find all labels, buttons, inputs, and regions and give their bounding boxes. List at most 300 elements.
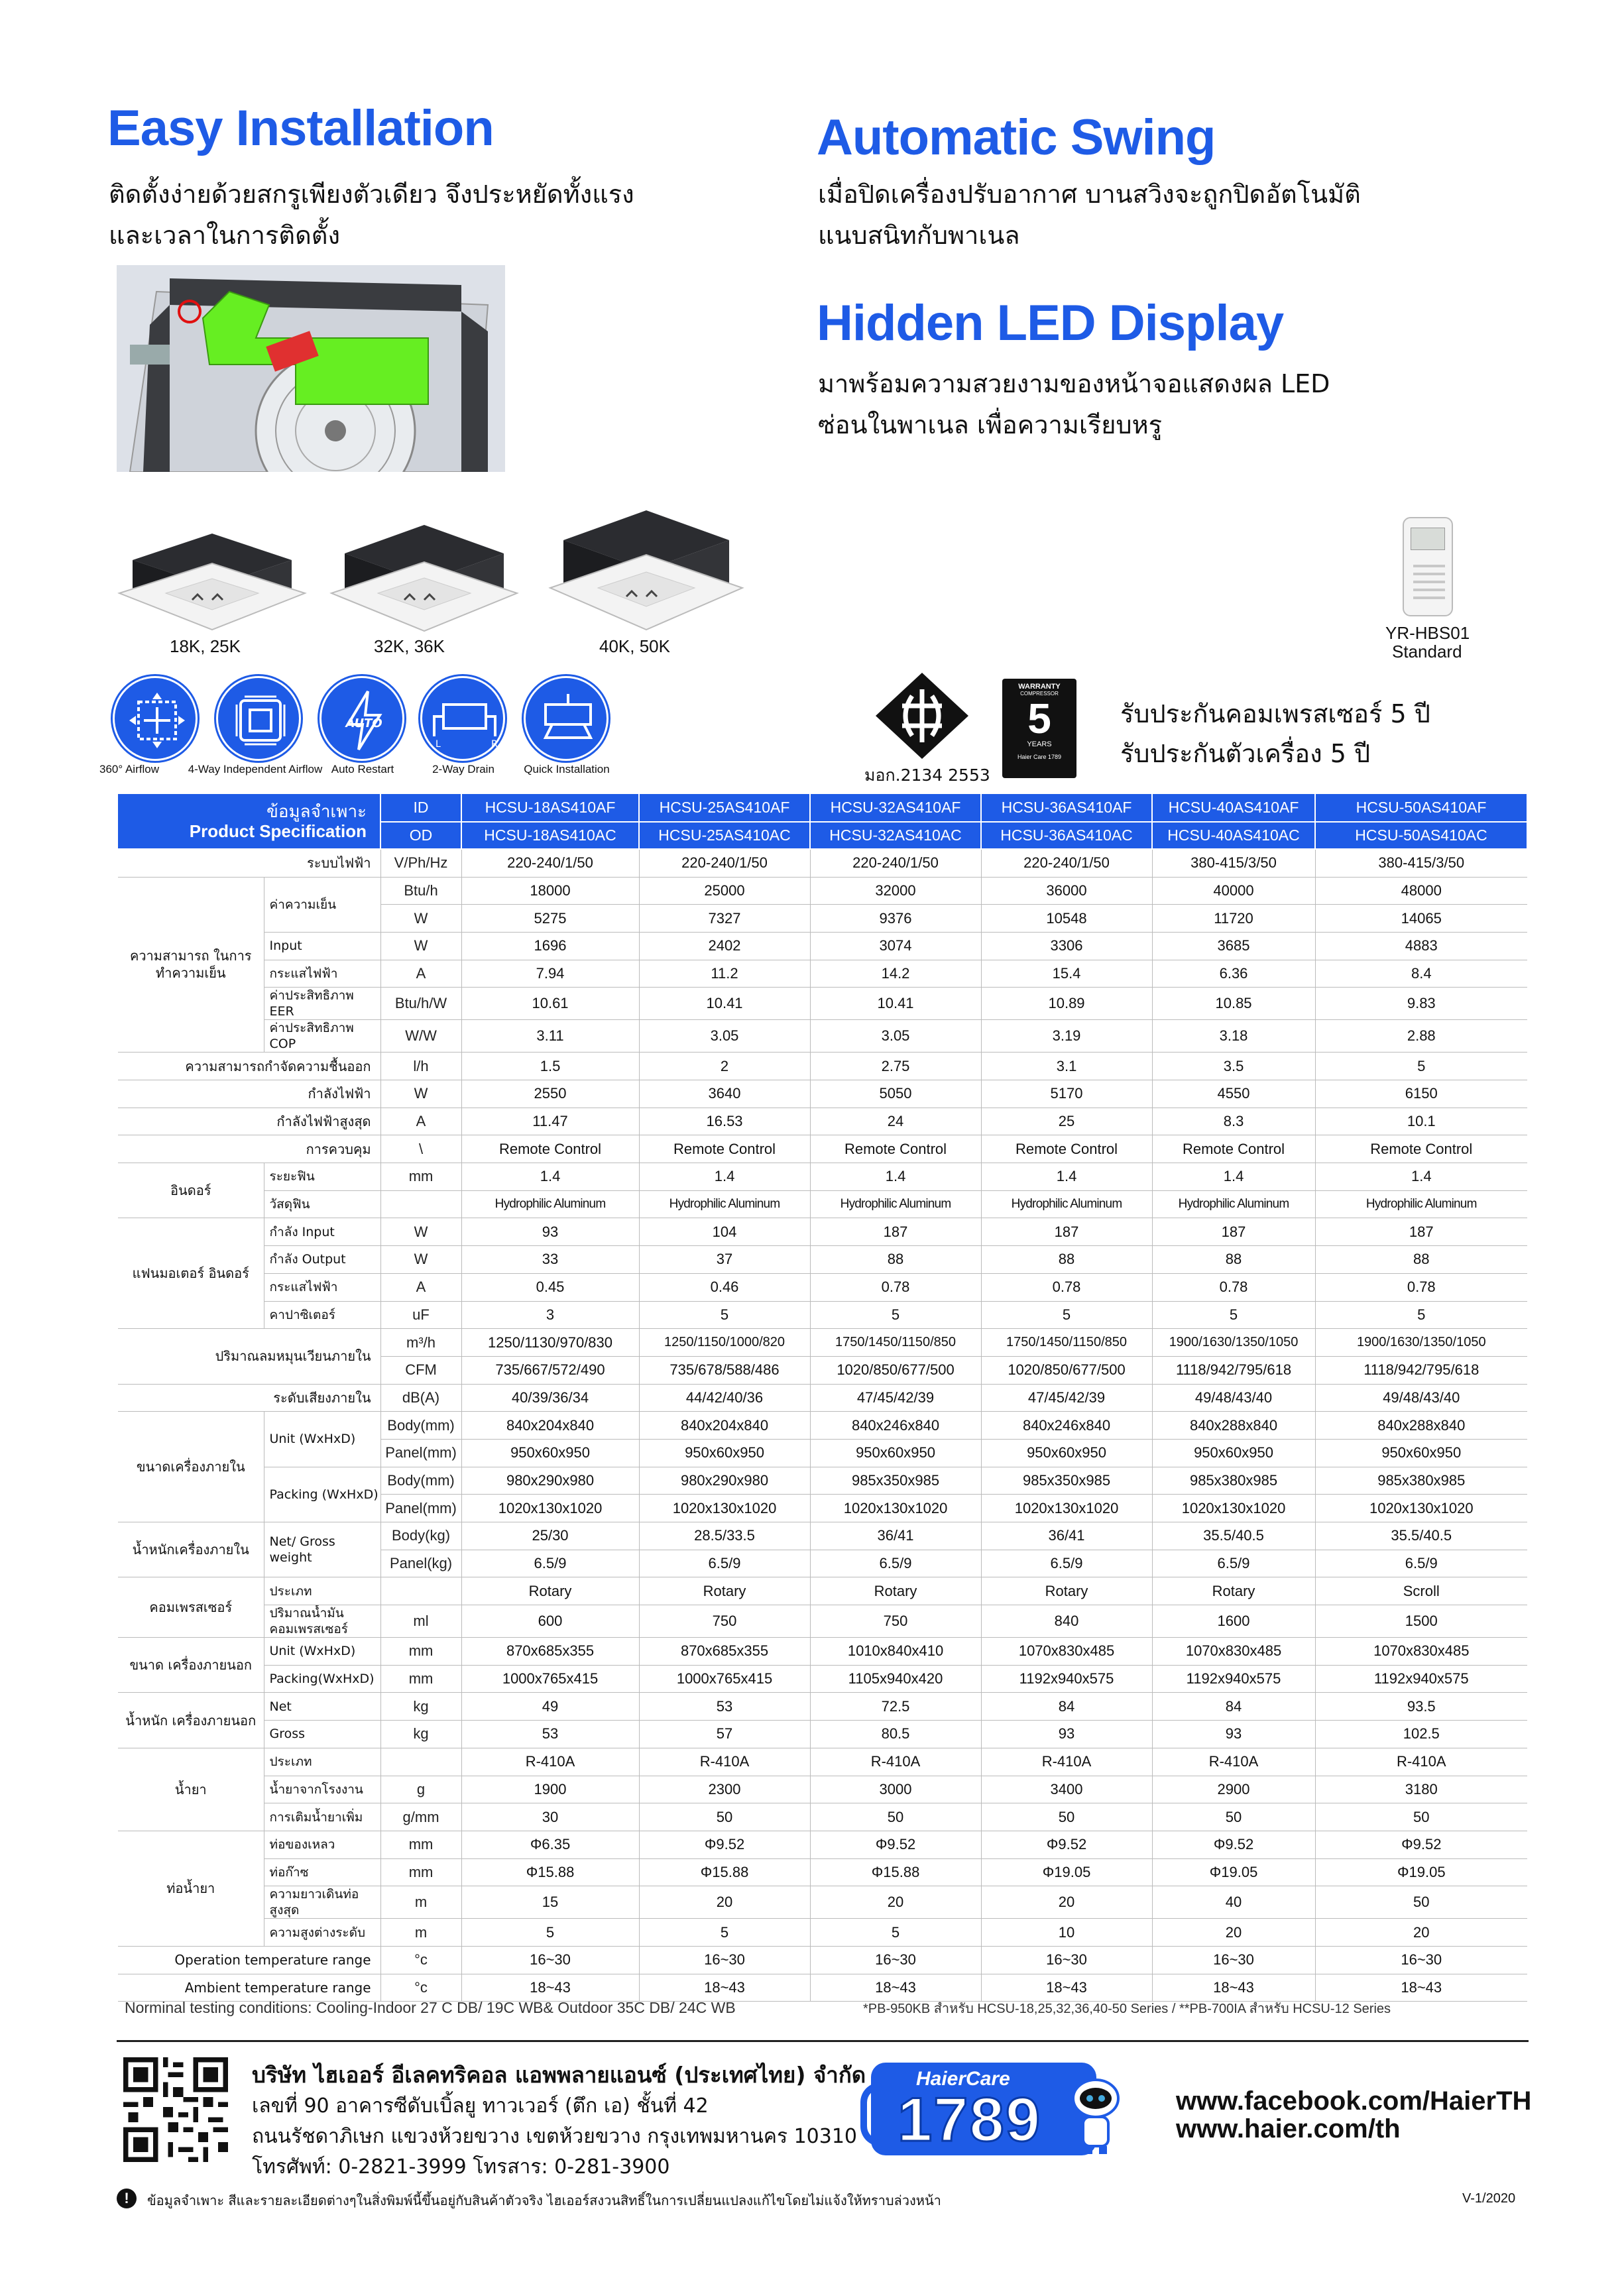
spec-row: [118, 1776, 1527, 1803]
drain-icon: [420, 676, 505, 761]
spec-value: 44/42/40/36: [639, 1384, 810, 1412]
auto-restart-icon: [319, 676, 404, 761]
spec-unit: Body(mm): [380, 1412, 461, 1440]
spec-value: 1500: [1315, 1605, 1527, 1638]
spec-value: Remote Control: [1152, 1135, 1315, 1163]
spec-unit: A: [380, 1273, 461, 1301]
spec-value: 4550: [1152, 1080, 1315, 1108]
spec-value: 1010x840x410: [810, 1638, 981, 1666]
spec-sub-label: ระยะฟิน: [264, 1163, 380, 1191]
spec-unit: Body(mm): [380, 1467, 461, 1495]
spec-value: 18~43: [1152, 1974, 1315, 2002]
spec-value: 24: [810, 1108, 981, 1135]
spec-value: 93: [461, 1218, 639, 1246]
spec-value: 40: [1152, 1886, 1315, 1919]
unit-caption-18k-25k: 18K, 25K: [170, 636, 241, 656]
spec-value: 72.5: [810, 1693, 981, 1721]
spec-value: 93: [1152, 1721, 1315, 1748]
spec-value: 18~43: [810, 1974, 981, 2002]
spec-row: [118, 1053, 1527, 1080]
spec-value: 3306: [981, 932, 1152, 960]
spec-unit: W: [380, 1246, 461, 1274]
spec-row: [118, 1218, 1527, 1246]
spec-row: [118, 1522, 1527, 1550]
facebook-link[interactable]: www.facebook.com/HaierTH: [1176, 2086, 1532, 2116]
spec-value: 20: [639, 1886, 810, 1919]
spec-value: 1250/1130/970/830: [461, 1329, 639, 1357]
spec-value: 3685: [1152, 932, 1315, 960]
spec-value: Φ6.35: [461, 1831, 639, 1858]
spec-value: 1020x130x1020: [981, 1495, 1152, 1522]
spec-row: [118, 877, 1527, 905]
spec-group-label: ระบบไฟฟ้า: [118, 849, 380, 877]
spec-sub-label: คาปาซิเตอร์: [264, 1301, 380, 1329]
spec-value: 2550: [461, 1080, 639, 1108]
spec-value: 950x60x950: [1315, 1439, 1527, 1467]
spec-value: 220-240/1/50: [639, 849, 810, 877]
spec-unit: m³/h: [380, 1329, 461, 1357]
spec-unit: °c: [380, 1946, 461, 1974]
spec-unit: ml: [380, 1605, 461, 1638]
svg-text:AUTO: AUTO: [345, 716, 382, 730]
spec-unit: CFM: [380, 1356, 461, 1384]
outdoor-model: HCSU-40AS410AC: [1152, 822, 1315, 850]
spec-value: 1070x830x485: [981, 1638, 1152, 1666]
outdoor-model: HCSU-36AS410AC: [981, 822, 1152, 850]
spec-unit: [380, 1577, 461, 1605]
spec-value: 14.2: [810, 960, 981, 988]
spec-value: 18000: [461, 877, 639, 905]
spec-value: Φ15.88: [639, 1858, 810, 1886]
svg-text:L: L: [435, 739, 441, 750]
haiercare-hotline-logo[interactable]: [871, 2063, 1123, 2162]
spec-value: 2.88: [1315, 1020, 1527, 1053]
spec-unit: W: [380, 932, 461, 960]
spec-value: 1900/1630/1350/1050: [1152, 1329, 1315, 1357]
od-label: OD: [380, 822, 461, 850]
spec-unit: V/Ph/Hz: [380, 849, 461, 877]
spec-row: [118, 1693, 1527, 1721]
spec-value: 16.53: [639, 1108, 810, 1135]
feature-label-independent-airflow: 4-Way Independent Airflow: [188, 763, 323, 775]
indoor-model: HCSU-36AS410AF: [981, 794, 1152, 822]
spec-unit: Panel(mm): [380, 1495, 461, 1522]
spec-value: 0.46: [639, 1273, 810, 1301]
spec-value: 0.78: [1315, 1273, 1527, 1301]
spec-value: 3400: [981, 1776, 1152, 1803]
unit-image-18k-25k: [113, 514, 312, 640]
spec-sub-label: Input: [264, 932, 380, 960]
spec-value: 2900: [1152, 1776, 1315, 1803]
spec-value: 16~30: [639, 1946, 810, 1974]
spec-sub-label: กำลัง Input: [264, 1218, 380, 1246]
spec-value: Scroll: [1315, 1577, 1527, 1605]
spec-value: 1.4: [1152, 1163, 1315, 1191]
spec-value: Hydrophilic Aluminum: [981, 1190, 1152, 1218]
spec-group-label: ปริมาณลมหมุนเวียนภายใน: [118, 1329, 380, 1384]
spec-value: Φ19.05: [1315, 1858, 1527, 1886]
spec-sub-label: ปริมาณน้ำมันคอมเพรสเซอร์: [264, 1605, 380, 1638]
spec-sub-label: กำลัง Output: [264, 1246, 380, 1274]
spec-sub-label: Net: [264, 1693, 380, 1721]
spec-row: [118, 1135, 1527, 1163]
spec-value: Rotary: [810, 1577, 981, 1605]
spec-value: 5: [639, 1919, 810, 1947]
spec-value: 5: [981, 1301, 1152, 1329]
spec-sub-label: น้ำยาจากโรงงาน: [264, 1776, 380, 1803]
spec-row: [118, 1467, 1527, 1495]
spec-value: 1020x130x1020: [1152, 1495, 1315, 1522]
spec-value: Hydrophilic Aluminum: [810, 1190, 981, 1218]
spec-value: 10.85: [1152, 988, 1315, 1020]
spec-value: 2.75: [810, 1053, 981, 1080]
spec-value: 9.83: [1315, 988, 1527, 1020]
spec-value: 28.5/33.5: [639, 1522, 810, 1550]
spec-value: 20: [981, 1886, 1152, 1919]
spec-value: 18~43: [461, 1974, 639, 2002]
remote-panel-note: *PB-950KB สำหรับ HCSU-18,25,32,36,40-50 Series / **PB-700IA สำหรับ HCSU-12 Series: [863, 2002, 1391, 2016]
spec-value: 985x350x985: [810, 1467, 981, 1495]
spec-value: 1.4: [639, 1163, 810, 1191]
spec-unit: dB(A): [380, 1384, 461, 1412]
spec-value: 1.4: [461, 1163, 639, 1191]
spec-value: 88: [1315, 1246, 1527, 1274]
spec-value: 9376: [810, 905, 981, 933]
spec-value: 220-240/1/50: [461, 849, 639, 877]
spec-value: 53: [639, 1693, 810, 1721]
spec-value: 220-240/1/50: [810, 849, 981, 877]
spec-value: 15.4: [981, 960, 1152, 988]
spec-row: [118, 1273, 1527, 1301]
spec-value: 1250/1150/1000/820: [639, 1329, 810, 1357]
spec-value: 5: [1315, 1301, 1527, 1329]
unit-caption-32k-36k: 32K, 36K: [374, 636, 445, 656]
spec-value: Remote Control: [639, 1135, 810, 1163]
spec-value: 7.94: [461, 960, 639, 988]
unit-caption-40k-50k: 40K, 50K: [599, 636, 670, 656]
spec-value: 50: [639, 1803, 810, 1831]
spec-value: 10.89: [981, 988, 1152, 1020]
spec-unit: kg: [380, 1721, 461, 1748]
spec-value: 1696: [461, 932, 639, 960]
spec-value: 1118/942/795/618: [1315, 1356, 1527, 1384]
spec-value: 985x350x985: [981, 1467, 1152, 1495]
spec-value: 1192x940x575: [1315, 1665, 1527, 1693]
unit-image-40k-50k: [544, 500, 749, 640]
spec-value: 50: [1152, 1803, 1315, 1831]
spec-value: 187: [981, 1218, 1152, 1246]
spec-sub-label: ท่อของเหลว: [264, 1831, 380, 1858]
spec-row: [118, 1748, 1527, 1776]
spec-value: 6.5/9: [810, 1550, 981, 1577]
spec-sub-label: Packing(WxHxD): [264, 1665, 380, 1693]
spec-value: 950x60x950: [1152, 1439, 1315, 1467]
spec-value: 37: [639, 1246, 810, 1274]
spec-value: 950x60x950: [981, 1439, 1152, 1467]
spec-row: [118, 1858, 1527, 1886]
spec-value: 84: [1152, 1693, 1315, 1721]
spec-sub-label: ค่าประสิทธิภาพ EER: [264, 988, 380, 1020]
spec-value: 1.4: [981, 1163, 1152, 1191]
spec-row: [118, 1020, 1527, 1053]
spec-row: [118, 1412, 1527, 1440]
spec-value: 50: [1315, 1803, 1527, 1831]
outdoor-model: HCSU-50AS410AC: [1315, 822, 1527, 850]
spec-value: 6.36: [1152, 960, 1315, 988]
spec-value: 5: [810, 1919, 981, 1947]
spec-value: 88: [981, 1246, 1152, 1274]
spec-row: [118, 1605, 1527, 1638]
automatic-swing-title: Automatic Swing: [817, 109, 1216, 166]
feature-label-airflow: 360° Airflow: [99, 763, 159, 775]
spec-group-label: คอมเพรสเซอร์: [118, 1577, 264, 1638]
spec-value: 3640: [639, 1080, 810, 1108]
spec-value: 840x204x840: [639, 1412, 810, 1440]
spec-unit: uF: [380, 1301, 461, 1329]
spec-title-th: ข้อมูลจำเพาะ: [266, 801, 367, 822]
spec-row: [118, 1919, 1527, 1947]
spec-group-label: แฟนมอเตอร์ อินดอร์: [118, 1218, 264, 1329]
installation-illustration: [117, 265, 505, 472]
automatic-swing-desc-2: แนบสนิทกับพาเนล: [818, 221, 1020, 250]
spec-unit: W: [380, 1080, 461, 1108]
spec-value: Remote Control: [810, 1135, 981, 1163]
spec-value: 985x380x985: [1315, 1467, 1527, 1495]
spec-value: 5: [1315, 1053, 1527, 1080]
spec-value: 5170: [981, 1080, 1152, 1108]
spec-value: 3: [461, 1301, 639, 1329]
spec-row: [118, 1301, 1527, 1329]
spec-group-label: ระดับเสียงภายใน: [118, 1384, 380, 1412]
spec-value: 20: [810, 1886, 981, 1919]
spec-unit: g: [380, 1776, 461, 1803]
spec-value: 10: [981, 1919, 1152, 1947]
spec-unit: mm: [380, 1163, 461, 1191]
spec-value: 49/48/43/40: [1152, 1384, 1315, 1412]
spec-unit: Body(kg): [380, 1522, 461, 1550]
spec-sub-label: ความยาวเดินท่อสูงสุด: [264, 1886, 380, 1919]
spec-sub-label: กระแสไฟฟ้า: [264, 960, 380, 988]
spec-value: 1070x830x485: [1315, 1638, 1527, 1666]
spec-unit: A: [380, 1108, 461, 1135]
spec-value: 6.5/9: [1152, 1550, 1315, 1577]
spec-value: 980x290x980: [639, 1467, 810, 1495]
testing-conditions-note: Norminal testing conditions: Cooling-Indoor 27 C DB/ 19C WB& Outdoor 35C DB/ 24C WB: [125, 1999, 736, 2016]
spec-value: 8.4: [1315, 960, 1527, 988]
unit-image-32k-36k: [325, 510, 524, 640]
spec-value: 47/45/42/39: [981, 1384, 1152, 1412]
spec-value: 5275: [461, 905, 639, 933]
warranty-badge: [1002, 679, 1076, 778]
spec-value: 30: [461, 1803, 639, 1831]
hotline-number: 1789: [898, 2084, 1042, 2154]
spec-unit: W: [380, 1218, 461, 1246]
info-icon: !: [117, 2189, 137, 2208]
warranty-badge-top: WARRANTY: [1018, 683, 1061, 691]
spec-unit: g/mm: [380, 1803, 461, 1831]
warranty-unit: รับประกันตัวเครื่อง 5 ปี: [1120, 739, 1371, 768]
spec-value: 840: [981, 1605, 1152, 1638]
spec-value: 47/45/42/39: [810, 1384, 981, 1412]
spec-title-en: Product Specification: [189, 821, 367, 842]
spec-value: 950x60x950: [810, 1439, 981, 1467]
spec-value: R-410A: [981, 1748, 1152, 1776]
spec-value: 80.5: [810, 1721, 981, 1748]
spec-row: [118, 1665, 1527, 1693]
spec-value: Hydrophilic Aluminum: [1315, 1190, 1527, 1218]
spec-unit: mm: [380, 1665, 461, 1693]
spec-value: 102.5: [1315, 1721, 1527, 1748]
spec-value: Φ9.52: [639, 1831, 810, 1858]
id-label: ID: [380, 794, 461, 822]
spec-row: [118, 1384, 1527, 1412]
spec-value: 735/678/588/486: [639, 1356, 810, 1384]
spec-value: 735/667/572/490: [461, 1356, 639, 1384]
remote-model: YR-HBS01: [1385, 623, 1470, 643]
website-link[interactable]: www.haier.com/th: [1176, 2114, 1401, 2143]
independent-airflow-icon: [216, 676, 301, 761]
spec-value: Hydrophilic Aluminum: [1152, 1190, 1315, 1218]
qr-code[interactable]: [123, 2057, 228, 2162]
spec-value: 10.61: [461, 988, 639, 1020]
spec-value: 10.41: [810, 988, 981, 1020]
spec-sub-label: ประเภท: [264, 1748, 380, 1776]
spec-value: 15: [461, 1886, 639, 1919]
outdoor-model: HCSU-32AS410AC: [810, 822, 981, 850]
spec-value: 1600: [1152, 1605, 1315, 1638]
spec-value: 1020x130x1020: [1315, 1495, 1527, 1522]
spec-unit: m: [380, 1886, 461, 1919]
spec-value: 1020x130x1020: [461, 1495, 639, 1522]
spec-value: Φ19.05: [981, 1858, 1152, 1886]
automatic-swing-desc-1: เมื่อปิดเครื่องปรับอากาศ บานสวิงจะถูกปิดอัตโนมัติ: [818, 180, 1361, 209]
spec-value: 840x204x840: [461, 1412, 639, 1440]
spec-value: 380-415/3/50: [1152, 849, 1315, 877]
warranty-badge-number: 5: [1027, 695, 1051, 742]
spec-value: Rotary: [639, 1577, 810, 1605]
spec-group-label: ความสามารถ ในการทำความเย็น: [118, 877, 264, 1053]
spec-row: [118, 932, 1527, 960]
tis-standard-text: มอก.2134 2553: [864, 766, 990, 785]
spec-unit: W/W: [380, 1020, 461, 1053]
indoor-model: HCSU-50AS410AF: [1315, 794, 1527, 822]
indoor-model: HCSU-25AS410AF: [639, 794, 810, 822]
spec-value: R-410A: [1315, 1748, 1527, 1776]
spec-value: Φ9.52: [1152, 1831, 1315, 1858]
spec-value: 36/41: [810, 1522, 981, 1550]
spec-value: 93: [981, 1721, 1152, 1748]
mascot-robot-icon: [1070, 2076, 1122, 2155]
spec-value: Rotary: [1152, 1577, 1315, 1605]
feature-label-auto-restart: Auto Restart: [331, 763, 394, 775]
spec-value: 2: [639, 1053, 810, 1080]
spec-value: 93.5: [1315, 1693, 1527, 1721]
spec-group-label: ท่อน้ำยา: [118, 1831, 264, 1946]
spec-value: 840x288x840: [1152, 1412, 1315, 1440]
spec-value: 1105x940x420: [810, 1665, 981, 1693]
indoor-model: HCSU-18AS410AF: [461, 794, 639, 822]
spec-sub-label: Unit (WxHxD): [264, 1638, 380, 1666]
spec-value: 88: [810, 1246, 981, 1274]
spec-row: [118, 988, 1527, 1020]
spec-value: 6.5/9: [461, 1550, 639, 1577]
spec-value: 870x685x355: [639, 1638, 810, 1666]
spec-value: 32000: [810, 877, 981, 905]
spec-value: 1118/942/795/618: [1152, 1356, 1315, 1384]
spec-value: 50: [810, 1803, 981, 1831]
spec-unit: mm: [380, 1831, 461, 1858]
warranty-badge-years: YEARS: [1027, 740, 1052, 748]
easy-installation-desc-2: และเวลาในการติดตั้ง: [109, 221, 341, 250]
spec-value: 40/39/36/34: [461, 1384, 639, 1412]
spec-sub-label: ความสูงต่างระดับ: [264, 1919, 380, 1947]
spec-value: 20: [1315, 1919, 1527, 1947]
spec-value: Rotary: [981, 1577, 1152, 1605]
spec-row: [118, 1080, 1527, 1108]
spec-value: 48000: [1315, 877, 1527, 905]
spec-value: 53: [461, 1721, 639, 1748]
spec-group-label: น้ำยา: [118, 1748, 264, 1831]
spec-value: 3.05: [639, 1020, 810, 1053]
company-name: บริษัท ไฮเออร์ อีเลคทริคอล แอพพลายแอนซ์ (ประเทศไทย) จำกัด: [252, 2062, 866, 2088]
spec-value: 18~43: [639, 1974, 810, 2002]
spec-value: 1.4: [810, 1163, 981, 1191]
spec-value: 3.18: [1152, 1020, 1315, 1053]
spec-row: [118, 1831, 1527, 1858]
outdoor-model: HCSU-25AS410AC: [639, 822, 810, 850]
spec-value: 6.5/9: [981, 1550, 1152, 1577]
spec-value: 16~30: [810, 1946, 981, 1974]
spec-group-label: น้ำหนัก เครื่องภายนอก: [118, 1693, 264, 1748]
spec-value: 84: [981, 1693, 1152, 1721]
spec-value: Rotary: [461, 1577, 639, 1605]
spec-value: 1750/1450/1150/850: [810, 1329, 981, 1357]
spec-value: 5: [1152, 1301, 1315, 1329]
spec-unit: Btu/h: [380, 877, 461, 905]
spec-row: [118, 1190, 1527, 1218]
svg-text:R: R: [491, 739, 498, 750]
spec-value: R-410A: [639, 1748, 810, 1776]
spec-value: 57: [639, 1721, 810, 1748]
spec-value: 3.19: [981, 1020, 1152, 1053]
hidden-led-desc-1: มาพร้อมความสวยงามของหน้าจอแสดงผล LED: [818, 369, 1330, 398]
spec-row: [118, 1577, 1527, 1605]
spec-row: [118, 849, 1527, 877]
spec-value: Remote Control: [981, 1135, 1152, 1163]
easy-installation-title: Easy Installation: [107, 100, 494, 156]
warranty-compressor: รับประกันคอมเพรสเซอร์ 5 ปี: [1120, 699, 1430, 728]
spec-value: 1192x940x575: [1152, 1665, 1315, 1693]
spec-value: 4883: [1315, 932, 1527, 960]
spec-unit: Btu/h/W: [380, 988, 461, 1020]
spec-value: 35.5/40.5: [1152, 1522, 1315, 1550]
spec-row: [118, 1946, 1527, 1974]
spec-value: 20: [1152, 1919, 1315, 1947]
spec-group-label: กำลังไฟฟ้า: [118, 1080, 380, 1108]
spec-value: 0.78: [810, 1273, 981, 1301]
spec-group-label: ขนาดเครื่องภายใน: [118, 1412, 264, 1522]
spec-row: [118, 1886, 1527, 1919]
spec-sub-label: ประเภท: [264, 1577, 380, 1605]
hidden-led-desc-2: ซ่อนในพาเนล เพื่อความเรียบหรู: [818, 410, 1163, 439]
spec-value: 600: [461, 1605, 639, 1638]
spec-value: 980x290x980: [461, 1467, 639, 1495]
hidden-led-title: Hidden LED Display: [817, 295, 1284, 351]
spec-value: Hydrophilic Aluminum: [639, 1190, 810, 1218]
spec-value: 25000: [639, 877, 810, 905]
spec-sub-label: กระแสไฟฟ้า: [264, 1273, 380, 1301]
spec-value: 380-415/3/50: [1315, 849, 1527, 877]
